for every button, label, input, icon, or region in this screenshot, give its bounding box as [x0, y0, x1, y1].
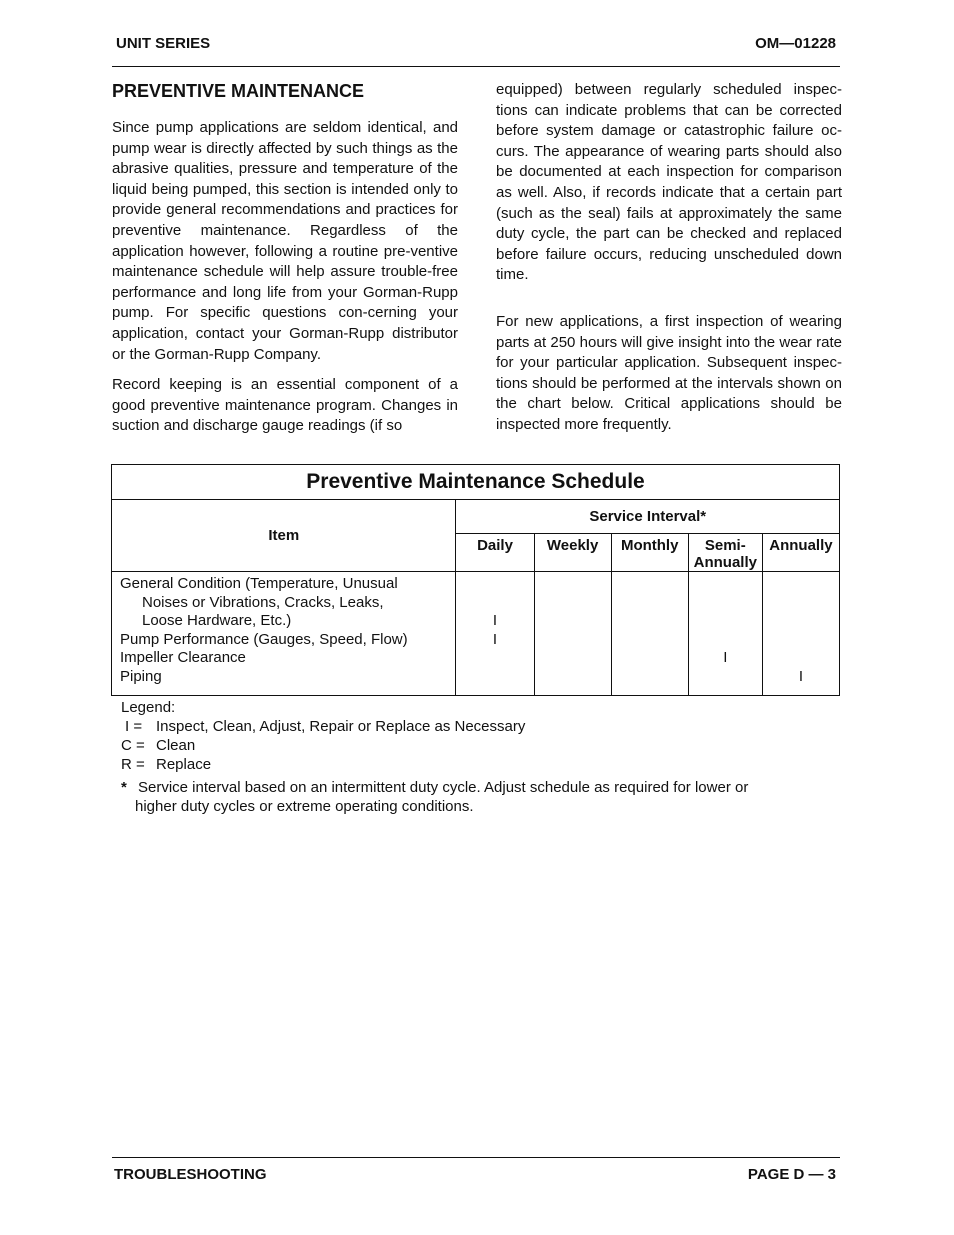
semi-annually-marks — [688, 572, 762, 696]
annually-marks — [762, 572, 839, 696]
section-title: PREVENTIVE MAINTENANCE — [112, 81, 365, 101]
schedule-title: Preventive Maintenance Schedule — [112, 465, 840, 500]
mark-daily-row5 — [456, 649, 533, 668]
mark-annual-row5 — [763, 649, 839, 668]
legend-entry-replace — [121, 755, 525, 774]
header-document-number: OM—01228 — [755, 35, 836, 52]
legend-entry-inspect — [121, 717, 525, 736]
item-pump-performance: Pump Performance (Gauges, Speed, Flow) — [120, 630, 408, 648]
footnote-asterisk: * — [121, 779, 127, 796]
mark-daily-row4: I — [492, 630, 498, 648]
mark-semi-row4 — [689, 631, 762, 650]
paragraph-record-keeping-continued: equipped) between regularly scheduled inspec-tions can indicate problems that can be corrected before system damage or catastrophic failure oc-curs. The appearance of wearing parts should also be documented at each inspection for comparison as well. Also, if records indicate that a certain part (such as the seal) fails at approximately the same duty cycle, the part can be checked and replaced before failure occurs, reducing unscheduled down time. — [496, 81, 842, 284]
mark-semi-row3 — [689, 612, 762, 631]
mark-semi-row2 — [689, 594, 762, 613]
paragraph-record-keeping: Record keeping is an essential component of a good preventive maintenance program. Changes in suction and discharge gauge readings (if so — [112, 376, 458, 435]
page-footer — [112, 1166, 838, 1186]
monthly-marks — [611, 572, 688, 696]
left-column — [112, 80, 458, 447]
footnote-line1: Service interval based on an intermittent duty cycle. Adjust schedule as required for lower or — [138, 779, 749, 796]
service-interval-footnote — [121, 778, 811, 816]
mark-daily-row2 — [456, 594, 533, 613]
header-rule — [112, 66, 840, 67]
mark-semi-row5: I — [723, 649, 728, 667]
legend-entry-clean — [121, 736, 525, 755]
interval-header-weekly: Weekly — [534, 534, 611, 572]
interval-header-semi-annually: Semi- Annually — [688, 534, 762, 572]
item-general-condition: General Condition (Temperature, Unusual — [120, 575, 398, 592]
item-general-condition-line3: Loose Hardware, Etc.) — [142, 612, 292, 630]
footer-page-number: PAGE D — 3 — [747, 1166, 836, 1183]
mark-annual-row4 — [763, 631, 839, 650]
page-header — [112, 35, 838, 55]
paragraph-new-applications: For new applications, a first inspection of wearing parts at 250 hours will give insight into the wear rate for your particular application. Subsequent inspec-tions should be performed at the intervals shown on the chart below. Critical applications should be inspected more frequently. — [496, 312, 842, 433]
item-general-condition-line2: Noises or Vibrations, Cracks, Leaks, — [142, 593, 384, 611]
footer-section-name: TROUBLESHOOTING — [114, 1166, 267, 1183]
service-interval-header: Service Interval* — [456, 500, 840, 534]
header-unit-series: UNIT SERIES — [116, 35, 211, 52]
paragraph-intro: Since pump applications are seldom identical, and pump wear is directly affected by such things as the abrasive qualities, pressure and temperature of the liquid being pumped, this section is intended only to provide general recommendations and practices for preventive maintenance. Regardless of the application however, following a routine pre-ventive maintenance schedule will help assure trouble-free performance and long life from your Gorman-Rupp pump. For specific questions con-cerning your application, contact your Gorman-Rupp distributor or the Gorman-Rupp Company. — [112, 119, 458, 363]
mark-annual-row1 — [763, 575, 839, 594]
maintenance-schedule-table — [111, 464, 840, 696]
item-column-header: Item — [112, 500, 456, 572]
mark-daily-row1 — [456, 575, 533, 594]
mark-semi-row1 — [689, 575, 762, 594]
legend-title: Legend: — [121, 699, 176, 716]
item-piping: Piping — [120, 667, 162, 685]
legend-code: C = — [121, 737, 145, 754]
mark-daily-row3: I — [492, 612, 498, 630]
interval-header-daily: Daily — [456, 534, 534, 572]
legend-text: Replace — [156, 756, 212, 773]
legend-code: R = — [121, 756, 145, 773]
mark-annual-row3 — [763, 612, 839, 631]
daily-marks — [456, 572, 534, 696]
legend-code: I = — [125, 718, 143, 735]
footer-rule — [112, 1157, 840, 1158]
interval-header-annually: Annually — [762, 534, 839, 572]
schedule-items-cell — [112, 572, 456, 696]
legend — [121, 698, 525, 774]
footnote-line2: higher duty cycles or extreme operating conditions. — [135, 798, 474, 815]
interval-header-monthly: Monthly — [611, 534, 688, 572]
legend-text: Inspect, Clean, Adjust, Repair or Replace as Necessary — [156, 718, 526, 735]
weekly-marks — [534, 572, 611, 696]
mark-annual-row2 — [763, 594, 839, 613]
mark-annual-row6: I — [798, 667, 803, 685]
right-column — [496, 80, 842, 446]
legend-text: Clean — [156, 737, 196, 754]
mark-semi-row6 — [689, 668, 762, 687]
item-impeller-clearance: Impeller Clearance — [120, 649, 246, 667]
mark-daily-row6 — [456, 668, 533, 687]
